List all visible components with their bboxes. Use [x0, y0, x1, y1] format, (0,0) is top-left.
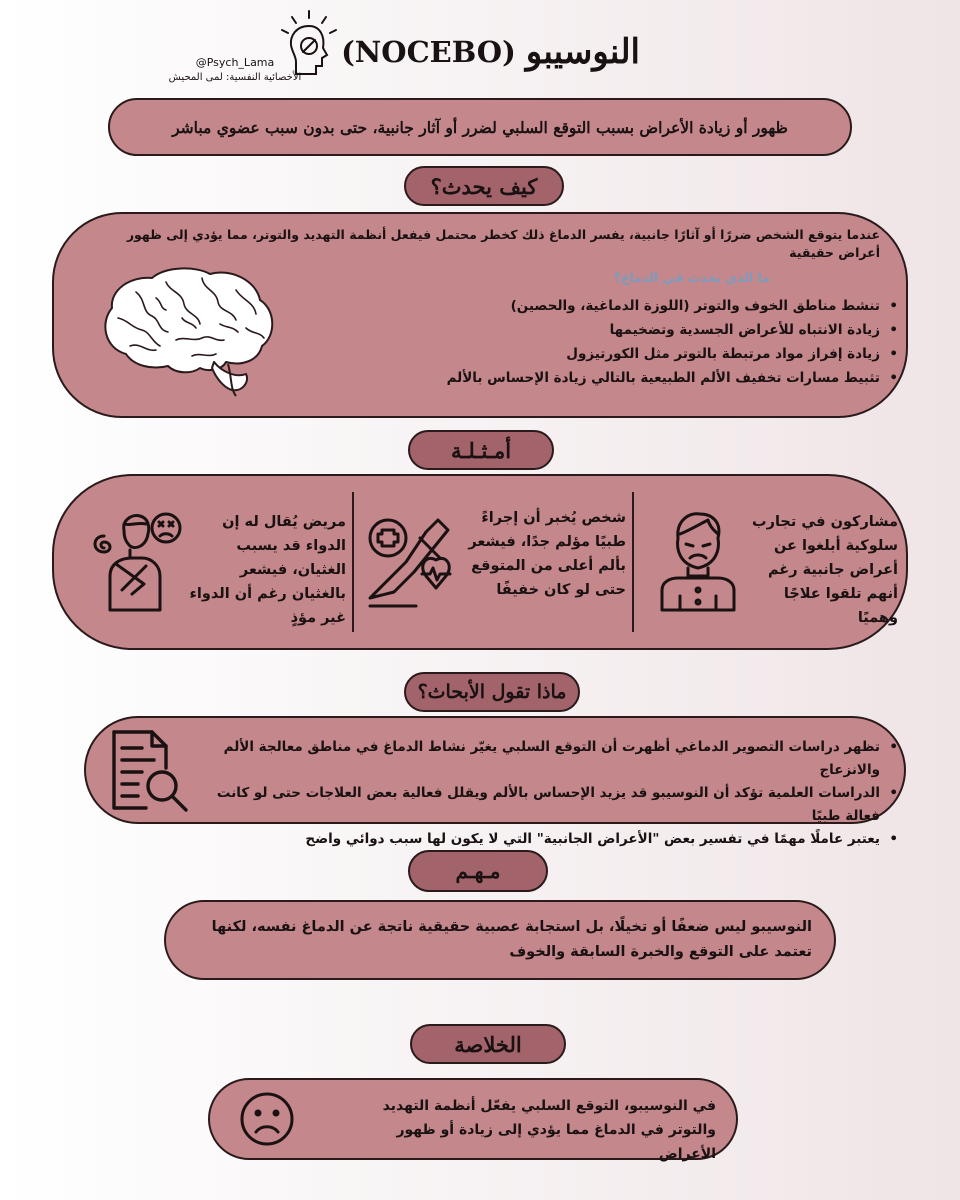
list-item: • زيادة إفراز مواد مرتبطة بالتوتر مثل الكورتيزول [440, 342, 880, 366]
brain-subheading: ما الذي يحدث في الدماغ؟ [613, 270, 770, 285]
example-text: مشاركون في تجارب سلوكية أبلغوا عن أعراض جانبية رغم أنهم تلقوا علاجًا وهميًا [752, 514, 898, 626]
list-item: • زيادة الانتباه للأعراض الجسدية وتضخيمها [440, 318, 880, 342]
summary-text: في النوسيبو، التوقع السلبي يفعّل أنظمة التهديد والتوتر في الدماغ مما يؤدي إلى زيادة أو ظهور الأعراض [382, 1098, 716, 1162]
sad-person-icon [656, 508, 740, 614]
example-text: مريض يُقال له إن الدواء قد يسبب الغثيان، فيشعر بالغثيان رغم أن الدواء غير مؤذٍ [189, 514, 346, 626]
research-heading-tag: ماذا تقول الأبحاث؟ [404, 672, 580, 712]
research-findings-list [200, 736, 902, 851]
page-title [340, 22, 640, 82]
examples-divider [632, 492, 634, 632]
list-item: • الدراسات العلمية تؤكد أن النوسيبو قد يزيد الإحساس بالألم ويقلل فعالية بعض العلاجات حتى لو كانت فعالة طبيًا [200, 782, 880, 828]
handle: @Psych_Lama [195, 56, 275, 69]
brain-idea-logo [276, 8, 342, 80]
list-item: • تظهر دراسات التصوير الدماغي أظهرت أن التوقع السلبي يغيّر نشاط الدماغ في مناطق معالجة الألم والانزعاج [200, 736, 880, 782]
brain-icon [96, 262, 280, 398]
definition-text: ظهور أو زيادة الأعراض بسبب التوقع السلبي لضرر أو آثار جانبية، حتى بدون سبب عضوي مباشر [172, 117, 788, 137]
title-english: (NOCEBO) [341, 35, 516, 69]
author-credit: الأخصائية النفسية: لمى المحيش [168, 72, 302, 83]
definition-banner [108, 98, 852, 156]
document-search-icon [106, 728, 192, 814]
how-heading-tag: كيف يحدث؟ [404, 166, 564, 206]
examples-heading-tag: أمـثـلـة [408, 430, 554, 470]
important-text: النوسيبو ليس ضعفًا أو تخيلًا، بل استجابة عصبية حقيقية ناتجة عن الدماغ نفسه، لكنها تعتمد على التوقع والخبرة السابقة والخوف [211, 919, 812, 960]
sad-face-icon [238, 1090, 296, 1148]
list-item: • تثبيط مسارات تخفيف الألم الطبيعية بالتالي زيادة الإحساس بالألم [440, 366, 880, 390]
important-heading-tag: مـهـم [408, 850, 548, 892]
how-intro-text: عندما يتوقع الشخص ضررًا أو آثارًا جانبية، يفسر الدماغ ذلك كخطر محتمل فيفعل أنظمة التهديد والتوتر، مما يؤدي إلى ظهور أعراض حقيقية [126, 227, 880, 260]
nauseous-person-icon [86, 506, 186, 612]
example-text: شخص يُخبر أن إجراءً طبيًا مؤلم جدًا، فيشعر بألم أعلى من المتوقع حتى لو كان خفيفًا [468, 510, 626, 598]
brain-effects-list [440, 294, 902, 390]
examples-divider [352, 492, 354, 632]
summary-heading-tag: الخلاصة [410, 1024, 566, 1064]
medical-procedure-icon [366, 510, 466, 610]
list-item: • تنشط مناطق الخوف والتوتر (اللوزة الدماغية، والحصين) [440, 294, 880, 318]
list-item: • يعتبر عاملًا مهمًا في تفسير بعض "الأعراض الجانبية" التي لا يكون لها سبب دوائي واضح [200, 828, 880, 851]
title-arabic: النوسيبو [525, 32, 640, 72]
important-panel [164, 900, 836, 980]
